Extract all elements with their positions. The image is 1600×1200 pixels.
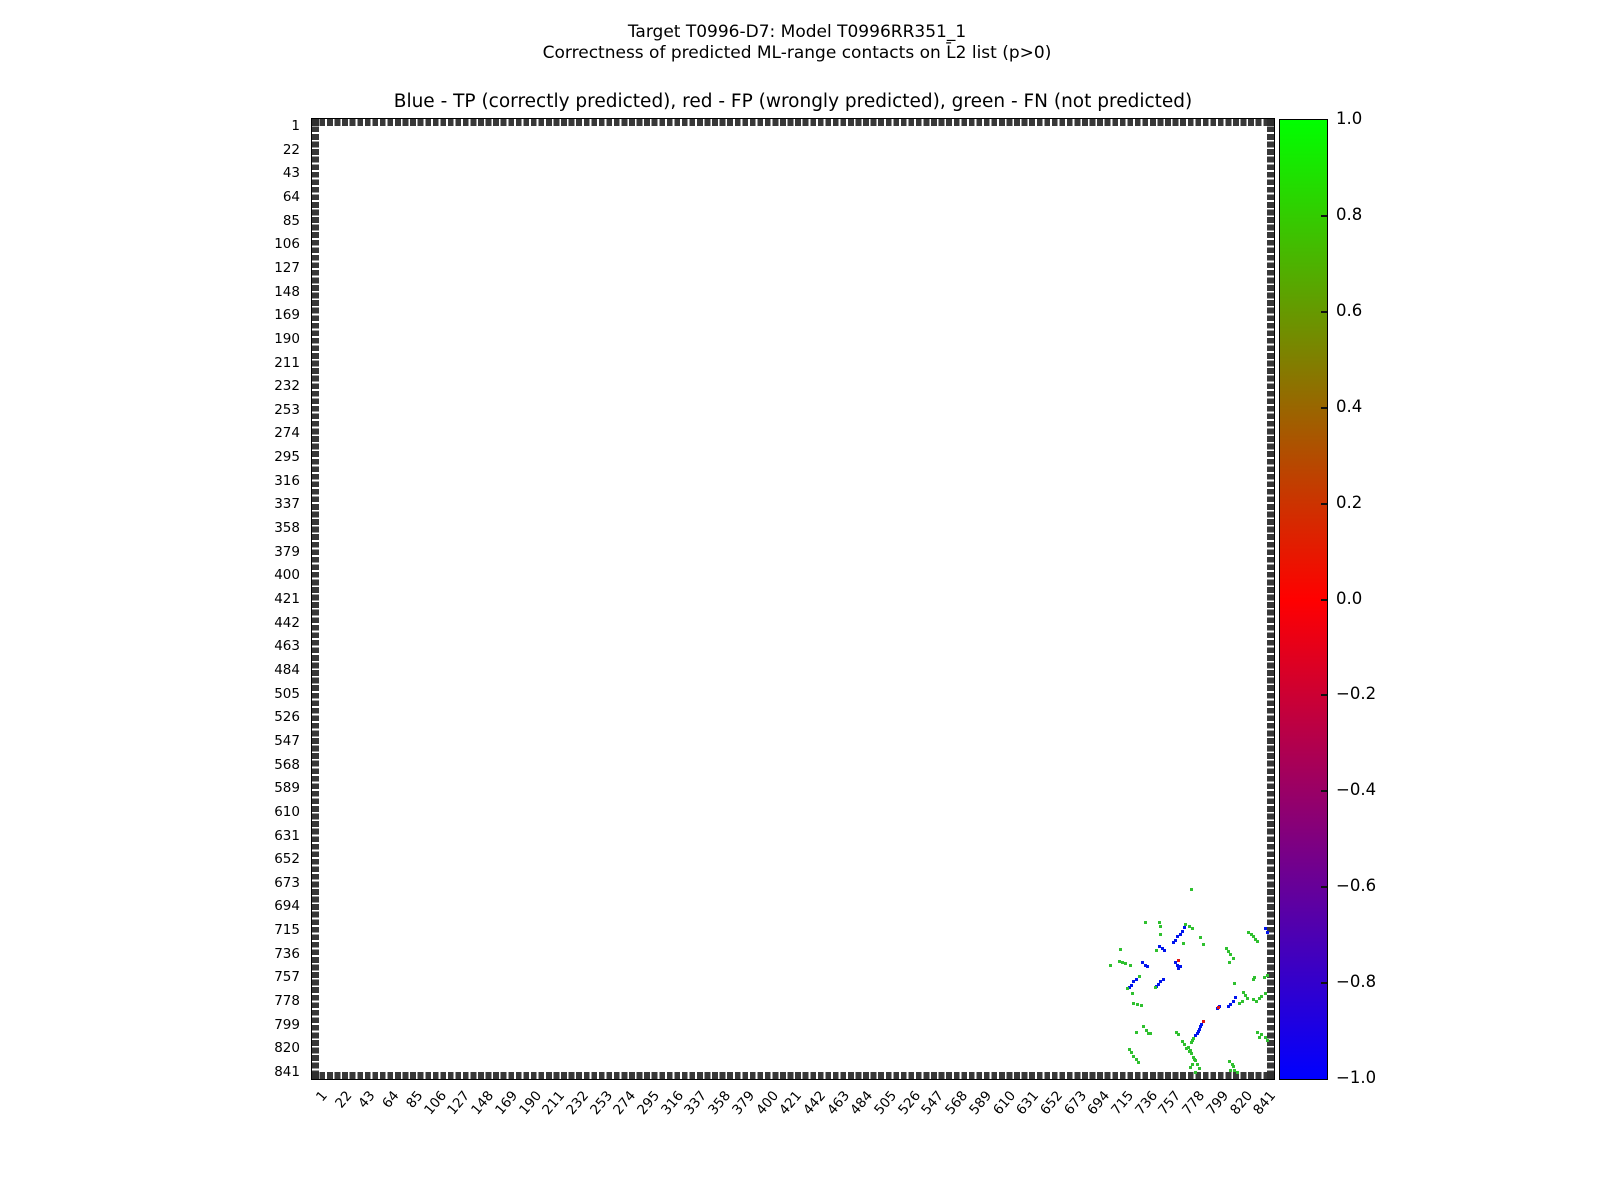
contact-point-fn (1138, 975, 1141, 978)
y-axis-tick-label: 190 (274, 330, 300, 347)
figure-title: Target T0996-D7: Model T0996RR351_1 (627, 22, 967, 42)
axes-title: Blue - TP (correctly predicted), red - FP (wrongly predicted), green - FN (not predicted) (393, 91, 1193, 112)
y-axis-tick-label: 568 (274, 756, 300, 773)
contact-point-tp (1130, 984, 1133, 987)
contact-point-fn (1159, 925, 1162, 928)
contact-point-fn (1202, 943, 1205, 946)
map-border-bottom (312, 1072, 1274, 1079)
x-axis-tick-label: 463 (823, 1088, 853, 1119)
y-axis-tick-label: 253 (274, 401, 300, 418)
y-axis-tick-label: 106 (274, 236, 300, 253)
contact-point-fn (1190, 1041, 1193, 1044)
x-axis-tick-label: 673 (1060, 1088, 1090, 1119)
colorbar-tick-label: −0.2 (1336, 684, 1377, 704)
colorbar-tick-mark (1321, 215, 1327, 217)
x-axis-tick-label: 211 (539, 1088, 569, 1119)
colorbar-tick-label: 0.6 (1336, 300, 1363, 320)
contact-point-fn (1252, 978, 1255, 981)
colorbar-tick-label: −0.4 (1336, 780, 1377, 800)
contact-point-fn (1131, 992, 1134, 995)
colorbar-tick-label: −0.8 (1336, 972, 1377, 992)
contact-point-fn (1155, 949, 1158, 952)
x-axis-tick-label: 43 (355, 1088, 379, 1112)
contact-point-fn (1193, 1058, 1196, 1061)
map-corner (312, 119, 319, 126)
y-axis-tick-label: 778 (274, 993, 300, 1010)
x-axis-tick-label: 316 (657, 1088, 687, 1119)
x-axis-tick-label: 631 (1013, 1088, 1043, 1119)
map-border-right (1267, 119, 1274, 1079)
x-axis-tick-label: 841 (1250, 1088, 1280, 1119)
y-axis-tick-label: 337 (274, 496, 300, 513)
contact-point-fp (1217, 1006, 1220, 1009)
y-axis-tick-label: 484 (274, 661, 300, 678)
x-axis-tick-label: 1 (313, 1088, 332, 1105)
map-corner (1267, 119, 1274, 126)
contact-point-tp (1174, 939, 1177, 942)
x-axis-tick-label: 295 (634, 1088, 664, 1119)
colorbar-tick-label: 0.8 (1336, 204, 1363, 224)
x-axis-tick-label: 85 (402, 1088, 427, 1112)
contact-point-fn (1137, 1061, 1140, 1064)
colorbar-tick-mark (1321, 503, 1327, 505)
x-axis-tick-label: 694 (1084, 1088, 1114, 1119)
contact-point-fn (1260, 995, 1263, 998)
colorbar-tick-label: 1.0 (1336, 109, 1363, 128)
contact-point-fn (1126, 987, 1129, 990)
x-axis-tick-label: 127 (444, 1088, 474, 1119)
y-axis-tick-label: 358 (274, 520, 300, 537)
contact-point-fp (1202, 1020, 1205, 1023)
contact-point-fn (1177, 1033, 1180, 1036)
x-axis-tick-label: 505 (871, 1088, 901, 1119)
contact-point-tp (1177, 967, 1180, 970)
x-axis-tick-label: 253 (586, 1088, 616, 1119)
y-axis-tick-label: 22 (282, 141, 300, 158)
y-axis-tick-label: 442 (274, 614, 300, 631)
x-axis-tick-label: 799 (1203, 1088, 1232, 1119)
y-axis-tick-label: 757 (274, 969, 300, 986)
y-axis-tick-label: 694 (274, 898, 300, 915)
colorbar-tick-mark (1321, 599, 1327, 601)
y-axis-tick-label: 274 (274, 425, 300, 442)
contact-point-fn (1189, 1066, 1192, 1069)
map-corner (312, 1072, 319, 1079)
colorbar-tick-label: 0.4 (1336, 396, 1363, 416)
x-axis-tick-label: 400 (752, 1088, 782, 1119)
contact-point-fn (1258, 1036, 1261, 1039)
map-border-top (312, 119, 1274, 126)
y-axis-tick-label: 463 (274, 638, 300, 655)
x-axis-tick-label: 106 (420, 1088, 450, 1119)
contact-point-fn (1135, 1031, 1138, 1034)
contact-point-fn (1264, 992, 1267, 995)
x-axis-tick-label: 169 (492, 1088, 521, 1119)
map-corner (1267, 1072, 1274, 1079)
contact-point-fn (1159, 933, 1162, 936)
y-axis-tick-label: 85 (282, 212, 300, 229)
x-axis-tick-label: 652 (1037, 1088, 1066, 1119)
y-axis-tick-label: 610 (274, 803, 300, 820)
x-axis-tick-label: 379 (729, 1088, 758, 1119)
x-axis-tick-label: 232 (563, 1088, 592, 1119)
colorbar-tick-mark (1321, 982, 1327, 984)
scatter-points-layer (319, 126, 1267, 1072)
contact-point-fn (1232, 957, 1235, 960)
y-axis-tick-label: 148 (274, 283, 300, 300)
y-axis-tick-label: 316 (274, 472, 300, 489)
y-axis-tick-label: 379 (274, 543, 300, 560)
contact-point-fn (1191, 927, 1194, 930)
contact-point-tp (1181, 930, 1184, 933)
x-axis-tick-label: 736 (1131, 1088, 1161, 1119)
contact-point-fn (1140, 1004, 1143, 1007)
colorbar-tick-label: −1.0 (1336, 1068, 1377, 1087)
y-axis-tick-label: 43 (282, 165, 300, 182)
x-axis-tick-label: 568 (942, 1088, 972, 1119)
contact-point-fn (1182, 942, 1185, 945)
x-axis-tick-label: 64 (379, 1088, 403, 1112)
map-border-left (312, 119, 319, 1079)
x-axis-tick-label: 715 (1108, 1088, 1138, 1119)
x-axis-tick-label: 526 (894, 1088, 924, 1119)
y-axis-tick-label: 799 (274, 1016, 300, 1033)
figure-subtitle: Correctness of predicted ML-range contacts on L̄2 list (p>0) (542, 43, 1052, 63)
x-axis-tick-label: 337 (681, 1088, 711, 1119)
contact-point-fp (1177, 959, 1180, 962)
contact-point-fn (1256, 940, 1259, 943)
x-axis-tick-label: 22 (331, 1088, 355, 1112)
y-axis-tick-label: 211 (274, 354, 300, 371)
x-axis-tick-label: 757 (1155, 1088, 1185, 1119)
contact-point-fn (1266, 974, 1269, 977)
colorbar-tick-label: 0.0 (1336, 588, 1363, 608)
contact-point-fn (1232, 1065, 1235, 1068)
y-axis-tick-label: 127 (274, 259, 300, 276)
y-axis-tick-label: 673 (274, 874, 300, 891)
x-axis-tick-label: 610 (989, 1088, 1019, 1119)
y-axis-tick-label: 526 (274, 709, 300, 726)
contact-point-fn (1154, 986, 1157, 989)
contact-point-tp (1229, 1003, 1232, 1006)
contact-point-fn (1196, 1063, 1199, 1066)
y-axis-tick-label: 589 (274, 780, 300, 797)
colorbar-tick-mark (1321, 886, 1327, 888)
y-axis-tick-label: 547 (274, 732, 300, 749)
contact-point-tp (1266, 931, 1269, 934)
y-axis-tick-label: 841 (274, 1064, 300, 1080)
contact-point-fn (1109, 964, 1112, 967)
x-axis-tick-label: 421 (776, 1088, 806, 1119)
colorbar (1279, 119, 1328, 1080)
y-axis-tick-label: 400 (274, 567, 300, 584)
contact-point-fn (1149, 1032, 1152, 1035)
contact-point-fn (1119, 948, 1122, 951)
contact-point-tp (1179, 933, 1182, 936)
y-axis-tick-label: 736 (274, 945, 300, 962)
x-axis-tick-label: 547 (918, 1088, 948, 1119)
contact-point-tp (1232, 1000, 1235, 1003)
contact-point-fn (1236, 1071, 1239, 1074)
y-axis-tick-label: 631 (274, 827, 300, 844)
y-axis-tick-label: 652 (274, 851, 300, 868)
y-axis-tick-label: 820 (274, 1040, 300, 1057)
contact-point-tp (1163, 949, 1166, 952)
y-axis-tick-label: 295 (274, 449, 300, 466)
contact-point-tp (1135, 978, 1138, 981)
contact-point-fn (1266, 1039, 1269, 1042)
contact-point-fn (1136, 1003, 1139, 1006)
contact-point-fn (1198, 1067, 1201, 1070)
contact-point-fn (1129, 964, 1132, 967)
colorbar-tick-mark (1321, 694, 1327, 696)
colorbar-tick-mark (1321, 790, 1327, 792)
x-axis-tick-label: 274 (610, 1088, 640, 1119)
y-axis-tick-label: 421 (274, 591, 300, 607)
x-axis-tick-label: 148 (468, 1088, 498, 1119)
contact-point-tp (1146, 965, 1149, 968)
contact-point-fn (1124, 962, 1127, 965)
contact-point-tp (1234, 996, 1237, 999)
contact-point-fn (1144, 921, 1147, 924)
y-axis-tick-label: 64 (282, 188, 300, 205)
x-axis-tick-label: 589 (966, 1088, 995, 1119)
colorbar-tick-label: −0.6 (1336, 876, 1377, 896)
contact-point-tp (1183, 926, 1186, 929)
x-axis-tick-label: 778 (1179, 1088, 1209, 1119)
contact-point-fn (1190, 888, 1193, 891)
contact-point-tp (1162, 978, 1165, 981)
contact-point-fn (1246, 997, 1249, 1000)
x-axis-tick-label: 442 (800, 1088, 829, 1119)
contact-point-fn (1158, 921, 1161, 924)
contact-point-fn (1241, 1000, 1244, 1003)
colorbar-tick-label: 0.2 (1336, 492, 1363, 512)
y-axis-tick-label: 1 (291, 118, 300, 134)
x-axis-tick-label: 358 (705, 1088, 735, 1119)
x-axis-tick-label: 820 (1226, 1088, 1256, 1119)
y-axis-tick-label: 169 (274, 307, 300, 324)
y-axis-tick-label: 715 (274, 922, 300, 939)
contact-point-fn (1199, 936, 1202, 939)
y-axis-tick-label: 505 (274, 685, 300, 702)
x-axis-tick-label: 190 (515, 1088, 545, 1119)
x-axis-tick-label: 484 (847, 1088, 877, 1119)
y-axis-tick-label: 232 (274, 378, 300, 395)
colorbar-tick-mark (1321, 311, 1327, 313)
contact-point-fn (1194, 1071, 1197, 1074)
contact-point-fn (1233, 982, 1236, 985)
colorbar-tick-mark (1321, 407, 1327, 409)
contact-point-fn (1228, 961, 1231, 964)
